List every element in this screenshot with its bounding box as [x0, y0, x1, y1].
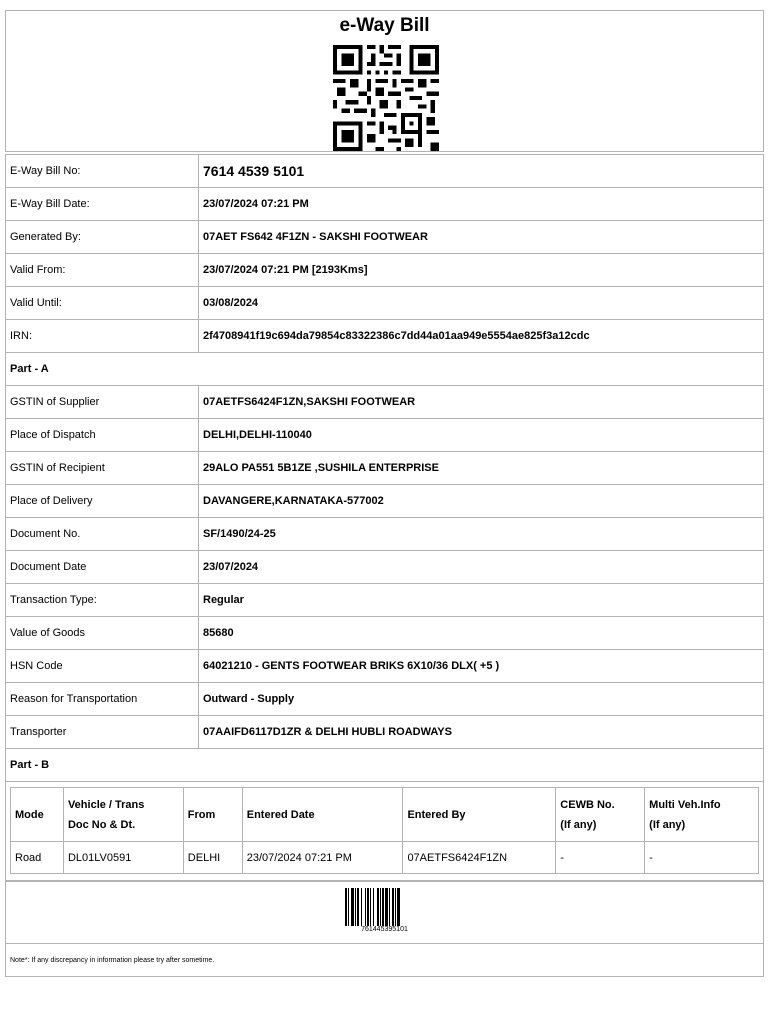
barcode-icon: [345, 888, 425, 926]
valid-until: 03/08/2024: [203, 297, 259, 309]
place-of-dispatch-row: [6, 419, 763, 452]
field-label: Generated By:: [6, 221, 199, 253]
col-multi-veh: Multi Veh.Info (If any): [645, 788, 759, 842]
field-label: Transporter: [6, 716, 199, 748]
hsn-code-row: [6, 650, 763, 683]
field-label: Valid From:: [6, 254, 199, 286]
cell-multi-veh: -: [645, 842, 759, 874]
valid-from-row: [6, 254, 763, 287]
part-b-title: Part - B: [6, 749, 763, 782]
field-label: Transaction Type:: [6, 584, 199, 616]
eway-bill-date-row: [6, 188, 763, 221]
valid-until-row: [6, 287, 763, 320]
cell-entered-date: 23/07/2024 07:21 PM: [242, 842, 403, 874]
transporter: 07AAIFD6117D1ZR & DELHI HUBLI ROADWAYS: [203, 726, 452, 738]
col-mode: Mode: [11, 788, 64, 842]
field-label: E-Way Bill No:: [6, 155, 199, 187]
eway-bill-no: 7614 4539 5101: [203, 163, 305, 179]
field-label: IRN:: [6, 320, 199, 352]
field-label: Place of Dispatch: [6, 419, 199, 451]
field-label: Place of Delivery: [6, 485, 199, 517]
field-label: Document Date: [6, 551, 199, 583]
col-vehicle: Vehicle / Trans Doc No & Dt.: [63, 788, 183, 842]
part-a-title: Part - A: [6, 353, 763, 386]
value-of-goods-row: [6, 617, 763, 650]
place-of-delivery: DAVANGERE,KARNATAKA-577002: [203, 495, 384, 507]
generated-by-row: [6, 221, 763, 254]
irn: 2f4708941f19c694da79854c83322386c7dd44a01aa949e5554ae825f3a12cdc: [203, 330, 590, 342]
field-label: GSTIN of Supplier: [6, 386, 199, 418]
qr-code-icon: [333, 45, 439, 151]
table-header-row: [11, 788, 759, 842]
vehicle-table-wrap: [6, 782, 763, 881]
eway-bill-page: [5, 10, 764, 977]
document-date: 23/07/2024: [203, 561, 259, 573]
header-section: [5, 10, 764, 152]
field-label: Document No.: [6, 518, 199, 550]
field-label: Valid Until:: [6, 287, 199, 319]
document-no: SF/1490/24-25: [203, 528, 276, 540]
bill-details: [5, 154, 764, 882]
cell-entered-by: 07AETFS6424F1ZN: [403, 842, 556, 874]
cell-vehicle: DL01LV0591: [63, 842, 183, 874]
valid-from: 23/07/2024 07:21 PM [2193Kms]: [203, 264, 368, 276]
col-cewb: CEWB No. (If any): [556, 788, 645, 842]
col-from: From: [183, 788, 242, 842]
generated-by: 07AET FS642 4F1ZN - SAKSHI FOOTWEAR: [203, 231, 428, 243]
col-entered-date: Entered Date: [242, 788, 403, 842]
transporter-row: [6, 716, 763, 749]
gstin-supplier-row: [6, 386, 763, 419]
field-label: Reason for Transportation: [6, 683, 199, 715]
value-of-goods: 85680: [203, 627, 234, 639]
cell-mode: Road: [11, 842, 64, 874]
barcode-section: [5, 882, 764, 944]
vehicle-table: [10, 787, 759, 874]
reason-row: [6, 683, 763, 716]
reason-for-transportation: Outward - Supply: [203, 693, 295, 705]
document-date-row: [6, 551, 763, 584]
place-of-delivery-row: [6, 485, 763, 518]
note: Note*: If any discrepancy in information please try after sometime.: [5, 944, 764, 977]
field-label: HSN Code: [6, 650, 199, 682]
hsn-code: 64021210 - GENTS FOOTWEAR BRIKS 6X10/36 DLX( +5 ): [203, 660, 500, 672]
eway-bill-no-row: [6, 155, 763, 188]
cell-from: DELHI: [183, 842, 242, 874]
transaction-type-row: [6, 584, 763, 617]
field-label: E-Way Bill Date:: [6, 188, 199, 220]
cell-cewb: -: [556, 842, 645, 874]
irn-row: [6, 320, 763, 353]
field-label: Value of Goods: [6, 617, 199, 649]
document-no-row: [6, 518, 763, 551]
gstin-supplier: 07AETFS6424F1ZN,SAKSHI FOOTWEAR: [203, 396, 416, 408]
transaction-type: Regular: [203, 594, 244, 606]
eway-bill-date: 23/07/2024 07:21 PM: [203, 198, 309, 210]
place-of-dispatch: DELHI,DELHI-110040: [203, 429, 312, 441]
col-entered-by: Entered By: [403, 788, 556, 842]
gstin-recipient-row: [6, 452, 763, 485]
barcode-number: 761445395101: [361, 926, 408, 933]
field-label: GSTIN of Recipient: [6, 452, 199, 484]
gstin-recipient: 29ALO PA551 5B1ZE ,SUSHILA ENTERPRISE: [203, 462, 439, 474]
table-row: [11, 842, 759, 874]
page-title: e-Way Bill: [339, 15, 430, 36]
